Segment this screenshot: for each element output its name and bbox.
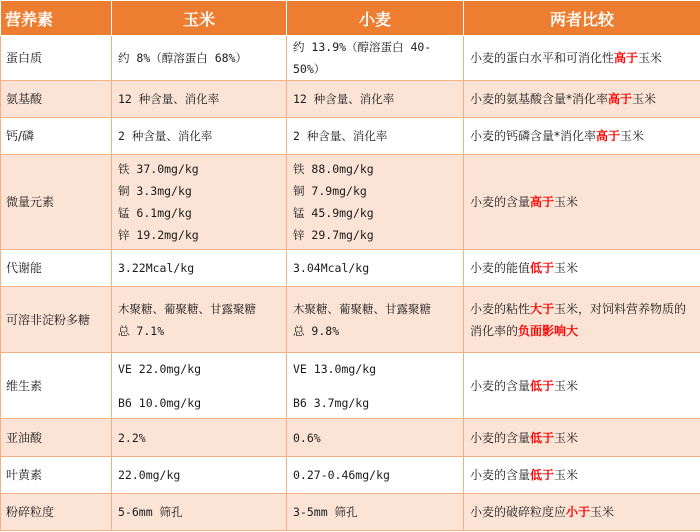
comparison-text: 小麦的能值: [470, 261, 531, 275]
comparison-tail: 玉米: [554, 378, 579, 393]
header-nutrient: 营养素: [1, 1, 112, 36]
table-row: [1, 36, 700, 81]
corn-line: 约 8%（醇溶蛋白 68%）: [118, 51, 247, 65]
wheat-line: 3.04Mcal/kg: [293, 261, 370, 275]
nutrient-name: 可溶非淀粉多糖: [1, 287, 112, 353]
wheat-line: 0.6%: [293, 430, 321, 445]
comparison-text: 小麦的含量: [470, 468, 531, 482]
comparison-tail: 玉米: [620, 129, 645, 143]
comparison-text: 小麦的粘性: [470, 301, 531, 316]
wheat-value: [287, 353, 464, 419]
comparison-highlight: 小于: [566, 505, 591, 519]
nutrient-name: 钙/磷: [1, 118, 112, 155]
comparison-cell: [464, 419, 700, 457]
comparison-text: 小麦的含量: [470, 378, 531, 393]
corn-value: [112, 81, 287, 118]
corn-line: B6 10.0mg/kg: [118, 395, 202, 410]
wheat-value: [287, 287, 464, 353]
corn-value: [112, 457, 287, 494]
corn-line: 5-6mm 筛孔: [118, 505, 183, 519]
wheat-value: [287, 81, 464, 118]
table-row: [1, 494, 700, 531]
wheat-line: 铜 7.9mg/kg: [293, 184, 367, 198]
table-row: [1, 287, 700, 353]
comparison-highlight: 低于: [530, 261, 555, 275]
corn-line: 3.22Mcal/kg: [118, 261, 195, 275]
wheat-line: VE 13.0mg/kg: [293, 361, 377, 376]
comparison-text: 小麦的氨基酸含量*消化率: [470, 92, 609, 106]
comparison-tail: 玉米，对饲料营养物质的消化率的: [470, 301, 687, 338]
comparison-cell: [464, 81, 700, 118]
comparison-tail: 玉米: [554, 195, 579, 209]
corn-value: [112, 118, 287, 155]
corn-line: 2 种含量、消化率: [118, 129, 213, 143]
wheat-line: 12 种含量、消化率: [293, 92, 395, 106]
nutrient-name: 粉碎粒度: [1, 494, 112, 531]
wheat-line: 约 13.9%（醇溶蛋白 40-50%）: [293, 40, 432, 76]
comparison-highlight: 高于: [530, 195, 555, 209]
corn-line: 2.2%: [118, 430, 146, 445]
nutrient-name: 代谢能: [1, 250, 112, 287]
corn-value: [112, 353, 287, 419]
comparison-highlight: 负面影响大: [518, 323, 579, 338]
comparison-highlight: 大于: [530, 301, 555, 316]
corn-line: 12 种含量、消化率: [118, 92, 220, 106]
nutrient-name: 亚油酸: [1, 419, 112, 457]
header-corn: 玉米: [112, 1, 287, 36]
table-row: [1, 457, 700, 494]
header-comparison: 两者比较: [464, 1, 700, 36]
table-row: [1, 155, 700, 250]
comparison-highlight: 低于: [530, 468, 555, 482]
wheat-line: 铁 88.0mg/kg: [293, 162, 374, 176]
nutrient-name: 维生素: [1, 353, 112, 419]
nutrient-name: 蛋白质: [1, 36, 112, 81]
comparison-cell: [464, 457, 700, 494]
comparison-tail: 玉米: [554, 468, 579, 482]
corn-line: VE 22.0mg/kg: [118, 361, 202, 376]
corn-value: [112, 419, 287, 457]
wheat-line: 锰 45.9mg/kg: [293, 206, 374, 220]
wheat-value: [287, 457, 464, 494]
comparison-cell: [464, 287, 700, 353]
comparison-cell: [464, 494, 700, 531]
corn-line: 总 7.1%: [118, 323, 165, 338]
table-row: [1, 353, 700, 419]
wheat-value: [287, 419, 464, 457]
table-row: [1, 250, 700, 287]
comparison-cell: [464, 353, 700, 419]
comparison-tail: 玉米: [632, 92, 657, 106]
wheat-line: 总 9.8%: [293, 323, 340, 338]
comparison-highlight: 高于: [596, 129, 621, 143]
wheat-value: [287, 155, 464, 250]
wheat-line: 锌 29.7mg/kg: [293, 228, 374, 242]
wheat-value: [287, 118, 464, 155]
comparison-text: 小麦的破碎粒度应: [470, 505, 567, 519]
table-row: [1, 81, 700, 118]
corn-line: 木聚糖、葡聚糖、甘露聚糖: [118, 301, 256, 316]
corn-line: 锰 6.1mg/kg: [118, 206, 192, 220]
corn-line: 铁 37.0mg/kg: [118, 162, 199, 176]
corn-line: 锌 19.2mg/kg: [118, 228, 199, 242]
corn-value: [112, 155, 287, 250]
nutrient-name: 叶黄素: [1, 457, 112, 494]
corn-value: [112, 250, 287, 287]
comparison-cell: [464, 250, 700, 287]
wheat-line: 0.27-0.46mg/kg: [293, 468, 390, 482]
comparison-tail: 玉米: [590, 505, 615, 519]
comparison-highlight: 高于: [614, 51, 639, 65]
nutrient-name: 微量元素: [1, 155, 112, 250]
header-row: [1, 1, 700, 36]
wheat-line: 2 种含量、消化率: [293, 129, 388, 143]
wheat-line: 3-5mm 筛孔: [293, 505, 358, 519]
comparison-highlight: 低于: [530, 378, 555, 393]
comparison-tail: 玉米: [554, 430, 579, 445]
table-row: [1, 118, 700, 155]
nutrient-name: 氨基酸: [1, 81, 112, 118]
comparison-highlight: 高于: [608, 92, 633, 106]
corn-line: 铜 3.3mg/kg: [118, 184, 192, 198]
wheat-line: B6 3.7mg/kg: [293, 395, 370, 410]
comparison-text: 小麦的含量: [470, 430, 531, 445]
comparison-tail: 玉米: [638, 51, 663, 65]
corn-value: [112, 36, 287, 81]
comparison-text: 小麦的蛋白水平和可消化性: [470, 51, 615, 65]
comparison-tail: 玉米: [554, 261, 579, 275]
wheat-value: [287, 494, 464, 531]
corn-line: 22.0mg/kg: [118, 468, 181, 482]
wheat-value: [287, 36, 464, 81]
header-wheat: 小麦: [287, 1, 464, 36]
comparison-cell: [464, 118, 700, 155]
comparison-text: 小麦的含量: [470, 195, 531, 209]
corn-value: [112, 287, 287, 353]
table-row: [1, 419, 700, 457]
corn-value: [112, 494, 287, 531]
comparison-cell: [464, 155, 700, 250]
wheat-line: 木聚糖、葡聚糖、甘露聚糖: [293, 301, 431, 316]
comparison-text: 小麦的钙磷含量*消化率: [470, 129, 597, 143]
comparison-cell: [464, 36, 700, 81]
wheat-value: [287, 250, 464, 287]
comparison-highlight: 低于: [530, 430, 555, 445]
